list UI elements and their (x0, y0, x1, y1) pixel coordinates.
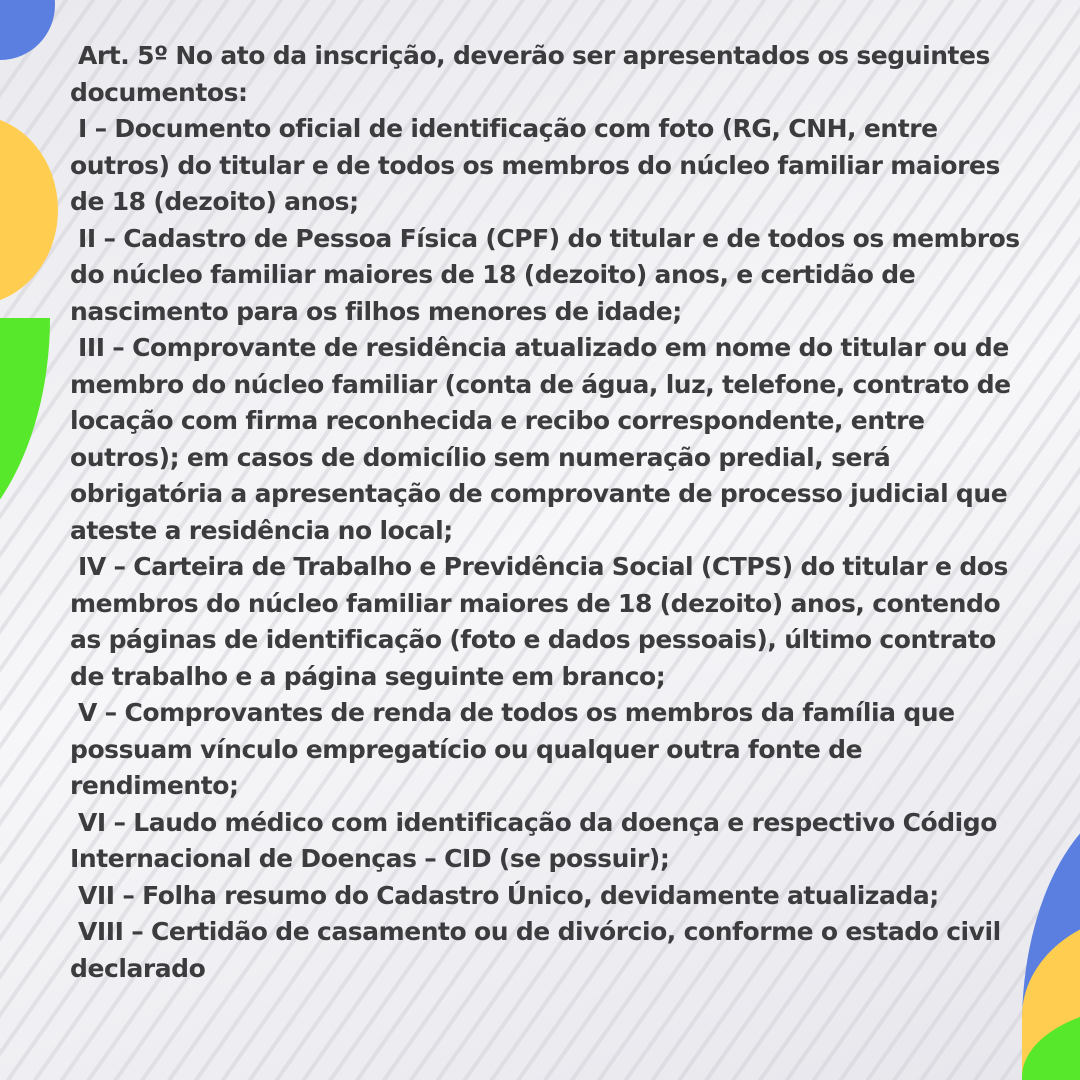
item-i: I – Documento oficial de identificação com foto (RG, CNH, entre outros) do titular e de todos os membros do núcleo familiar maiores de 18 (dezoito) anos; (70, 114, 1000, 216)
document-text (70, 38, 1020, 987)
item-ii: II – Cadastro de Pessoa Física (CPF) do titular e de todos os membros do núcleo familiar maiores de 18 (dezoito) anos, e certidão de nascimento para os filhos menores de idade; (70, 223, 1020, 326)
decorative-shapes-bottom-right (1022, 795, 1080, 1080)
article-heading: Art. 5º No ato da inscrição, deverão ser apresentados os seguintes documentos: (70, 41, 990, 107)
item-v: V – Comprovantes de renda de todos os membros da família que possuam vínculo empregatício ou qualquer outra fonte de rendimento; (70, 698, 955, 800)
item-vii: VII – Folha resumo do Cadastro Único, devidamente atualizada; (78, 880, 939, 910)
decorative-green-shape-left (0, 318, 50, 568)
item-iii: III – Comprovante de residência atualizado em nome do titular ou de membro do núcleo familiar (conta de água, luz, telefone, contrato de locação com firma reconhecida e recibo correspondente, entre outros); em casos de domicílio sem numeração predial, será obrigatória a apresentação de comprovante de processo judicial que ateste a residência no local; (70, 333, 1011, 545)
item-viii: VIII – Certidão de casamento ou de divórcio, conforme o estado civil declarado (70, 917, 1001, 983)
decorative-blue-circle-top-left (0, 0, 55, 60)
item-vi: VI – Laudo médico com identificação da doença e respectivo Código Internacional de Doenças – CID (se possuir); (70, 807, 997, 873)
decorative-yellow-circle-left (0, 115, 58, 305)
item-iv: IV – Carteira de Trabalho e Previdência Social (CTPS) do titular e dos membros do núcleo familiar maiores de 18 (dezoito) anos, contendo as páginas de identificação (foto e dados pessoais), último contrato de trabalho e a página seguinte em branco; (70, 552, 1008, 691)
